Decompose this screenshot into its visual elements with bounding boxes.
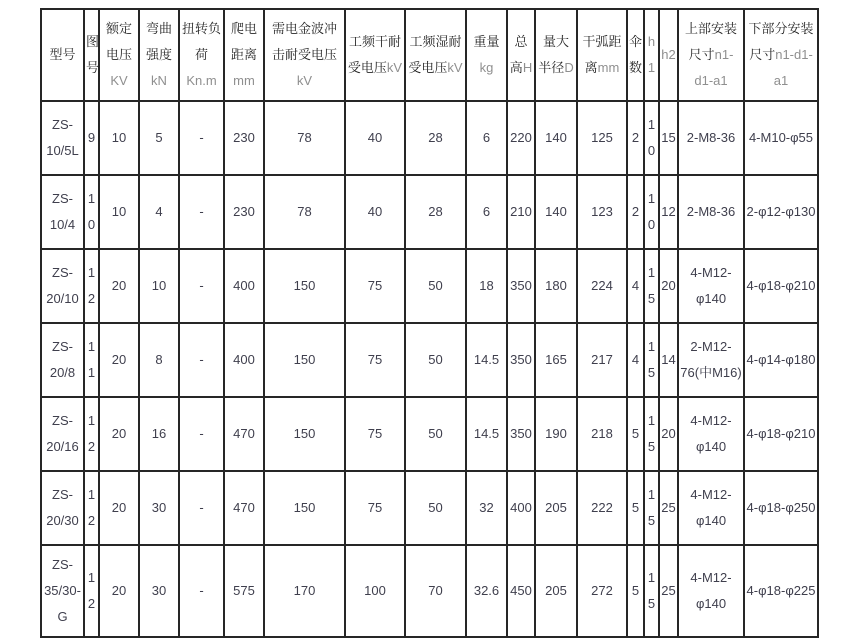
column-header-3: [139, 9, 179, 101]
data-cell: 2-M8-36: [678, 175, 744, 249]
data-cell: 78: [264, 175, 345, 249]
data-cell: 165: [535, 323, 577, 397]
data-cell: 150: [264, 471, 345, 545]
data-cell: 50: [405, 249, 466, 323]
data-cell: 350: [507, 249, 535, 323]
data-cell: 12: [84, 249, 99, 323]
header-label: 额定电压: [105, 21, 132, 62]
table-row-ZS-20/30: [41, 471, 818, 545]
column-header-1: [84, 9, 99, 101]
data-cell: 272: [577, 545, 627, 637]
table-row-ZS-20/10: [41, 249, 818, 323]
data-cell: 10: [99, 101, 139, 175]
column-header-5: [224, 9, 264, 101]
data-cell: 50: [405, 471, 466, 545]
header-label: 重量: [473, 34, 500, 49]
column-header-14: [644, 9, 659, 101]
data-cell: 10: [84, 175, 99, 249]
header-unit: Kn.m: [186, 73, 217, 88]
data-cell: -: [179, 323, 224, 397]
data-cell: 217: [577, 323, 627, 397]
data-cell: 15: [644, 249, 659, 323]
data-cell: 15: [659, 101, 678, 175]
data-cell: 5: [627, 545, 644, 637]
data-cell: 400: [224, 323, 264, 397]
data-cell: 150: [264, 323, 345, 397]
data-cell: -: [179, 249, 224, 323]
table-body: [41, 101, 818, 637]
table-row-ZS-10/4: [41, 175, 818, 249]
data-cell: 32.6: [466, 545, 507, 637]
data-cell: 470: [224, 471, 264, 545]
data-cell: 25: [659, 471, 678, 545]
data-cell: 15: [644, 323, 659, 397]
header-label: 干弧距离: [582, 34, 622, 75]
data-cell: 12: [84, 545, 99, 637]
column-header-17: [744, 9, 818, 101]
data-cell: 14.5: [466, 323, 507, 397]
data-cell: 12: [84, 397, 99, 471]
data-cell: 125: [577, 101, 627, 175]
model-cell: ZS-20/10: [41, 249, 84, 323]
data-cell: 400: [507, 471, 535, 545]
data-cell: 4-φ18-φ225: [744, 545, 818, 637]
data-cell: 218: [577, 397, 627, 471]
data-cell: 20: [659, 249, 678, 323]
data-cell: 10: [99, 175, 139, 249]
data-cell: 75: [345, 397, 405, 471]
data-cell: 350: [507, 397, 535, 471]
data-cell: 5: [627, 471, 644, 545]
model-cell: ZS-20/30: [41, 471, 84, 545]
column-header-2: [99, 9, 139, 101]
data-cell: 2-M8-36: [678, 101, 744, 175]
data-cell: 100: [345, 545, 405, 637]
data-cell: 50: [405, 397, 466, 471]
header-label: 弯曲强度: [145, 21, 172, 62]
data-cell: 180: [535, 249, 577, 323]
header-label: 扭转负荷: [181, 21, 221, 62]
column-header-7: [345, 9, 405, 101]
data-cell: 8: [139, 323, 179, 397]
header-unit: D: [564, 60, 574, 75]
header-label: 爬电距离: [230, 21, 257, 62]
header-unit: kV: [296, 73, 313, 88]
header-label: 量大半径: [538, 34, 569, 75]
data-cell: 205: [535, 471, 577, 545]
model-cell: ZS-20/8: [41, 323, 84, 397]
column-header-16: [678, 9, 744, 101]
data-cell: 470: [224, 397, 264, 471]
data-cell: 4-φ18-φ210: [744, 397, 818, 471]
column-header-9: [466, 9, 507, 101]
header-unit: n1-d1-a1: [773, 47, 813, 88]
data-cell: 220: [507, 101, 535, 175]
data-cell: 50: [405, 323, 466, 397]
header-label: 工频湿耐受电压: [408, 34, 462, 75]
column-header-13: [627, 9, 644, 101]
data-cell: 20: [659, 397, 678, 471]
data-cell: 150: [264, 397, 345, 471]
data-cell: 20: [99, 323, 139, 397]
data-cell: 190: [535, 397, 577, 471]
header-unit: kN: [151, 73, 167, 88]
data-cell: 78: [264, 101, 345, 175]
header-unit: KV: [110, 73, 128, 88]
data-cell: 4-M10-φ55: [744, 101, 818, 175]
table-row-ZS-20/8: [41, 323, 818, 397]
data-cell: -: [179, 471, 224, 545]
header-label: 总高: [509, 34, 528, 75]
data-cell: 14.5: [466, 397, 507, 471]
data-cell: 5: [139, 101, 179, 175]
model-cell: ZS-10/5L: [41, 101, 84, 175]
column-header-15: [659, 9, 678, 101]
header-label: 工频干耐受电压: [347, 34, 401, 75]
data-cell: 16: [139, 397, 179, 471]
data-cell: 170: [264, 545, 345, 637]
header-unit: h1: [647, 34, 656, 75]
data-cell: 2: [627, 101, 644, 175]
data-cell: 25: [659, 545, 678, 637]
data-cell: 11: [84, 323, 99, 397]
header-unit: mm: [233, 73, 255, 88]
header-unit: kV: [447, 60, 463, 75]
data-cell: 12: [84, 471, 99, 545]
spec-table-container: [40, 8, 819, 638]
data-cell: 2: [627, 175, 644, 249]
data-cell: 10: [644, 101, 659, 175]
column-header-0: [41, 9, 84, 101]
header-unit: h2: [661, 47, 676, 62]
data-cell: 575: [224, 545, 264, 637]
data-cell: 230: [224, 175, 264, 249]
data-cell: 30: [139, 471, 179, 545]
data-cell: 9: [84, 101, 99, 175]
data-cell: 140: [535, 175, 577, 249]
header-label: 图号: [86, 34, 100, 75]
data-cell: 4: [139, 175, 179, 249]
data-cell: 4-M12-φ140: [678, 545, 744, 637]
data-cell: 14: [659, 323, 678, 397]
data-cell: 450: [507, 545, 535, 637]
table-row-ZS-10/5L: [41, 101, 818, 175]
table-row-ZS-20/16: [41, 397, 818, 471]
model-cell: ZS-35/30-G: [41, 545, 84, 637]
data-cell: 222: [577, 471, 627, 545]
data-cell: 32: [466, 471, 507, 545]
header-label: 型号: [49, 47, 76, 62]
data-cell: 4-φ18-φ210: [744, 249, 818, 323]
data-cell: 400: [224, 249, 264, 323]
data-cell: -: [179, 101, 224, 175]
header-unit: H: [522, 60, 533, 75]
data-cell: 15: [644, 397, 659, 471]
data-cell: 2-φ12-φ130: [744, 175, 818, 249]
data-cell: 20: [99, 545, 139, 637]
data-cell: 20: [99, 471, 139, 545]
data-cell: 2-M12-76(中M16): [678, 323, 744, 397]
data-cell: 30: [139, 545, 179, 637]
column-header-10: [507, 9, 535, 101]
column-header-4: [179, 9, 224, 101]
data-cell: 350: [507, 323, 535, 397]
data-cell: -: [179, 175, 224, 249]
data-cell: 4-φ18-φ250: [744, 471, 818, 545]
header-unit: kg: [479, 60, 494, 75]
header-unit: mm: [597, 60, 620, 75]
data-cell: 205: [535, 545, 577, 637]
model-cell: ZS-10/4: [41, 175, 84, 249]
model-cell: ZS-20/16: [41, 397, 84, 471]
data-cell: 140: [535, 101, 577, 175]
header-label: 需电金波冲击耐受电压: [271, 21, 337, 62]
data-cell: 4-φ14-φ180: [744, 323, 818, 397]
header-unit: kV: [386, 60, 403, 75]
data-cell: 4-M12-φ140: [678, 249, 744, 323]
data-cell: 10: [139, 249, 179, 323]
table-row-ZS-35/30-G: [41, 545, 818, 637]
data-cell: 18: [466, 249, 507, 323]
data-cell: 28: [405, 101, 466, 175]
data-cell: -: [179, 545, 224, 637]
data-cell: 4: [627, 323, 644, 397]
data-cell: 6: [466, 175, 507, 249]
header-label: 伞数: [629, 34, 643, 75]
data-cell: 15: [644, 545, 659, 637]
data-cell: 4: [627, 249, 644, 323]
data-cell: 20: [99, 397, 139, 471]
data-cell: 150: [264, 249, 345, 323]
data-cell: 70: [405, 545, 466, 637]
header-label: 上部安装尺寸: [684, 21, 737, 62]
data-cell: 40: [345, 101, 405, 175]
data-cell: 123: [577, 175, 627, 249]
data-cell: 12: [659, 175, 678, 249]
data-cell: 5: [627, 397, 644, 471]
data-cell: 75: [345, 471, 405, 545]
data-cell: 75: [345, 323, 405, 397]
data-cell: 210: [507, 175, 535, 249]
header-unit: n1-d1-a1: [694, 47, 734, 88]
data-cell: 4-M12-φ140: [678, 471, 744, 545]
column-header-12: [577, 9, 627, 101]
data-cell: 6: [466, 101, 507, 175]
column-header-11: [535, 9, 577, 101]
data-cell: 230: [224, 101, 264, 175]
data-cell: 224: [577, 249, 627, 323]
header-row: [41, 9, 818, 101]
data-cell: 15: [644, 471, 659, 545]
data-cell: 4-M12-φ140: [678, 397, 744, 471]
column-header-8: [405, 9, 466, 101]
spec-table: [40, 8, 819, 638]
data-cell: 28: [405, 175, 466, 249]
data-cell: -: [179, 397, 224, 471]
column-header-6: [264, 9, 345, 101]
data-cell: 40: [345, 175, 405, 249]
data-cell: 75: [345, 249, 405, 323]
data-cell: 20: [99, 249, 139, 323]
header-label: 下部分安装尺寸: [748, 21, 814, 62]
data-cell: 10: [644, 175, 659, 249]
